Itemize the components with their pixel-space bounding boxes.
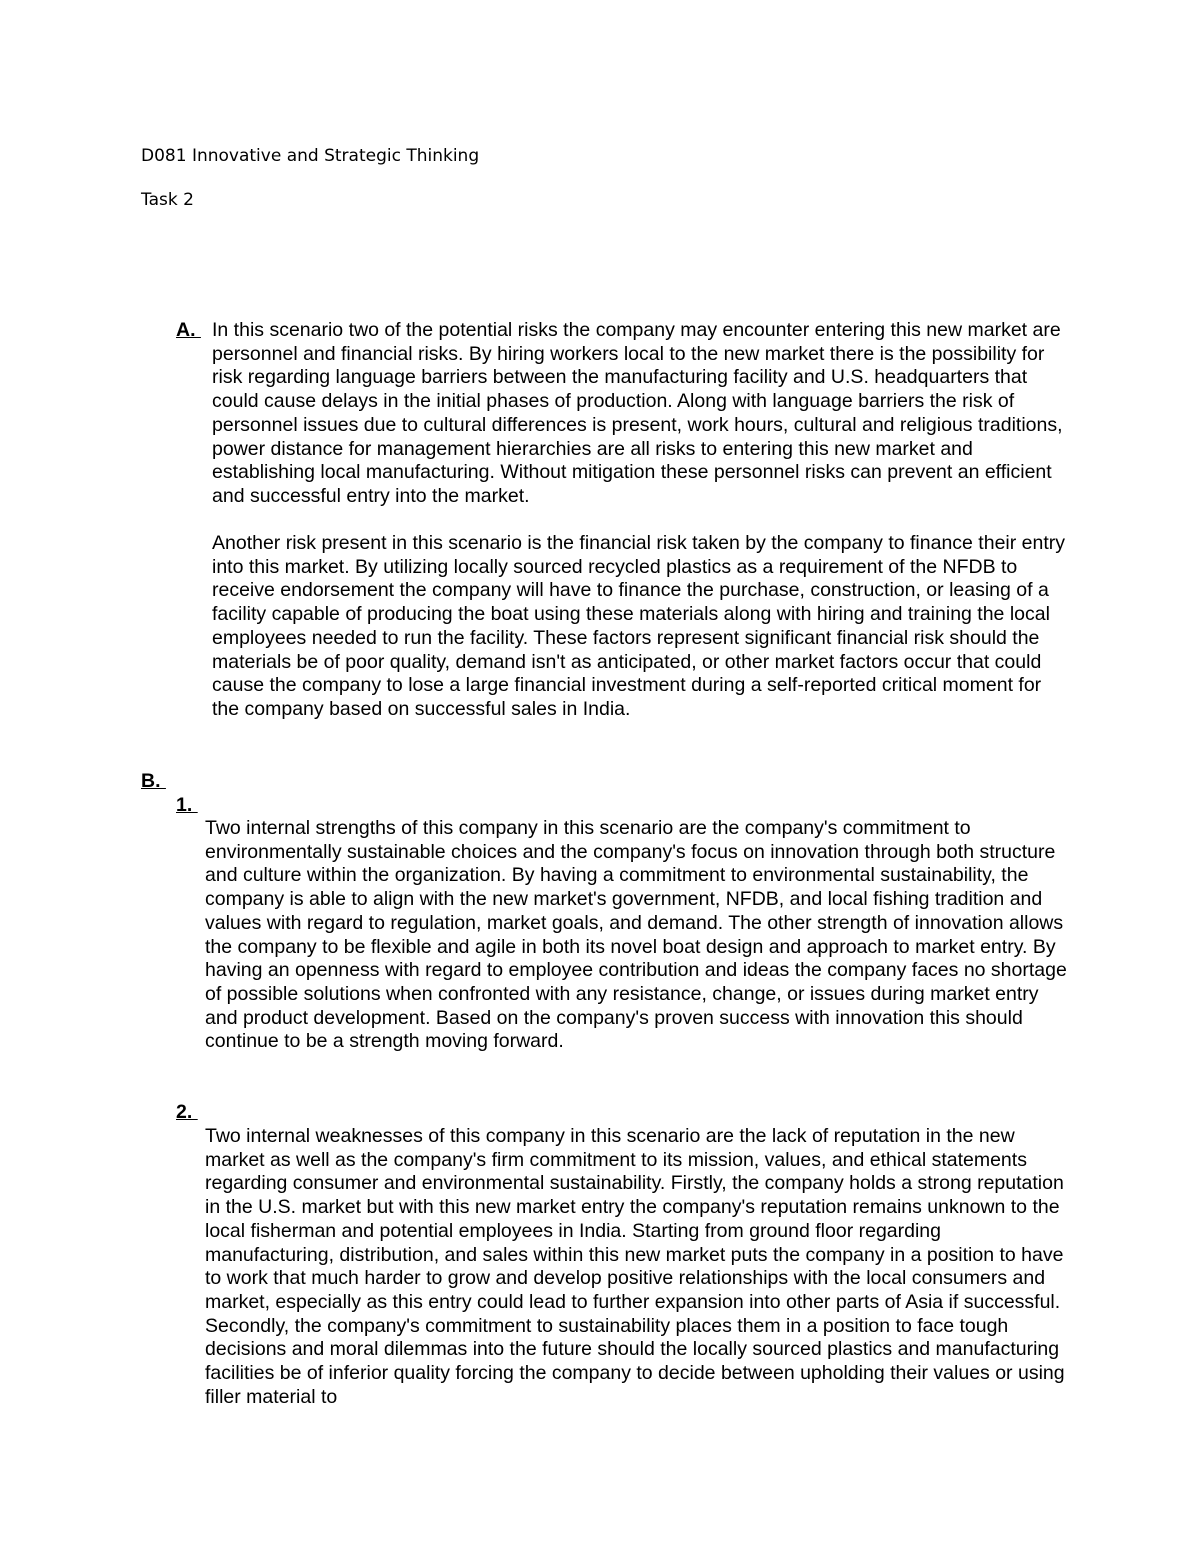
task-label: Task 2 [141, 190, 194, 210]
section-b-item-2-label: 2. [176, 1101, 198, 1123]
section-a-label: A. [176, 319, 201, 341]
section-b-label: B. [141, 770, 166, 792]
document-title: D081 Innovative and Strategic Thinking [141, 146, 480, 166]
section-a-paragraph-2: Another risk present in this scenario is the financial risk taken by the company to finance their entry into this market. By utilizing locally sourced recycled plastics as a requirement of the NFDB to receive endorsement the company will have to finance the purchase, construction, or leasing of a facility capable of producing the boat using these materials along with hiring and training the local employees needed to run the facility. These factors represent significant financial risk should the materials be of poor quality, demand isn't as anticipated, or other market factors occur that could cause the company to lose a large financial investment during a self-reported critical moment for the company based on successful sales in India. [212, 532, 1066, 720]
section-a-paragraph-1: In this scenario two of the potential risks the company may encounter entering this new market are personnel and financial risks. By hiring workers local to the new market there is the possibility for risk regarding language barriers between the manufacturing facility and U.S. headquarters that could cause delays in the initial phases of production. Along with language barriers the risk of personnel issues due to cultural differences is present, work hours, cultural and religious traditions, power distance for management hierarchies are all risks to entering this new market and establishing local manufacturing. Without mitigation these personnel risks can prevent an efficient and successful entry into the market. [212, 319, 1063, 507]
section-b-item-1-text: Two internal strengths of this company in this scenario are the company's commitment to environmentally sustainable choices and the company's focus on innovation through both structure and culture within the organization. By having a commitment to environmental sustainability, the company is able to align with the new market's government, NFDB, and local fishing tradition and values with regard to regulation, market goals, and demand. The other strength of innovation allows the company to be flexible and agile in both its novel boat design and approach to market entry. By having an openness with regard to employee contribution and ideas the company faces no shortage of possible solutions when confronted with any resistance, change, or issues during market entry and product development. Based on the company's proven success with innovation this should continue to be a strength moving forward. [205, 817, 1067, 1053]
section-b-item-1-label: 1. [176, 794, 198, 816]
section-b-item-2-text: Two internal weaknesses of this company in this scenario are the lack of reputation in the new market as well as the company's firm commitment to its mission, values, and ethical statements regarding consumer and environmental sustainability. Firstly, the company holds a strong reputation in the U.S. market but with this new market entry the company's reputation remains unknown to the local fisherman and potential employees in India. Starting from ground floor regarding manufacturing, distribution, and sales within this new market puts the company in a position to have to work that much harder to grow and develop positive relationships with the local consumers and market, especially as this entry could lead to further expansion into other parts of Asia if successful. Secondly, the company's commitment to sustainability places them in a position to face tough decisions and moral dilemmas into the future should the locally sourced plastics and manufacturing facilities be of inferior quality forcing the company to decide between upholding their values or using filler material to [205, 1125, 1065, 1408]
